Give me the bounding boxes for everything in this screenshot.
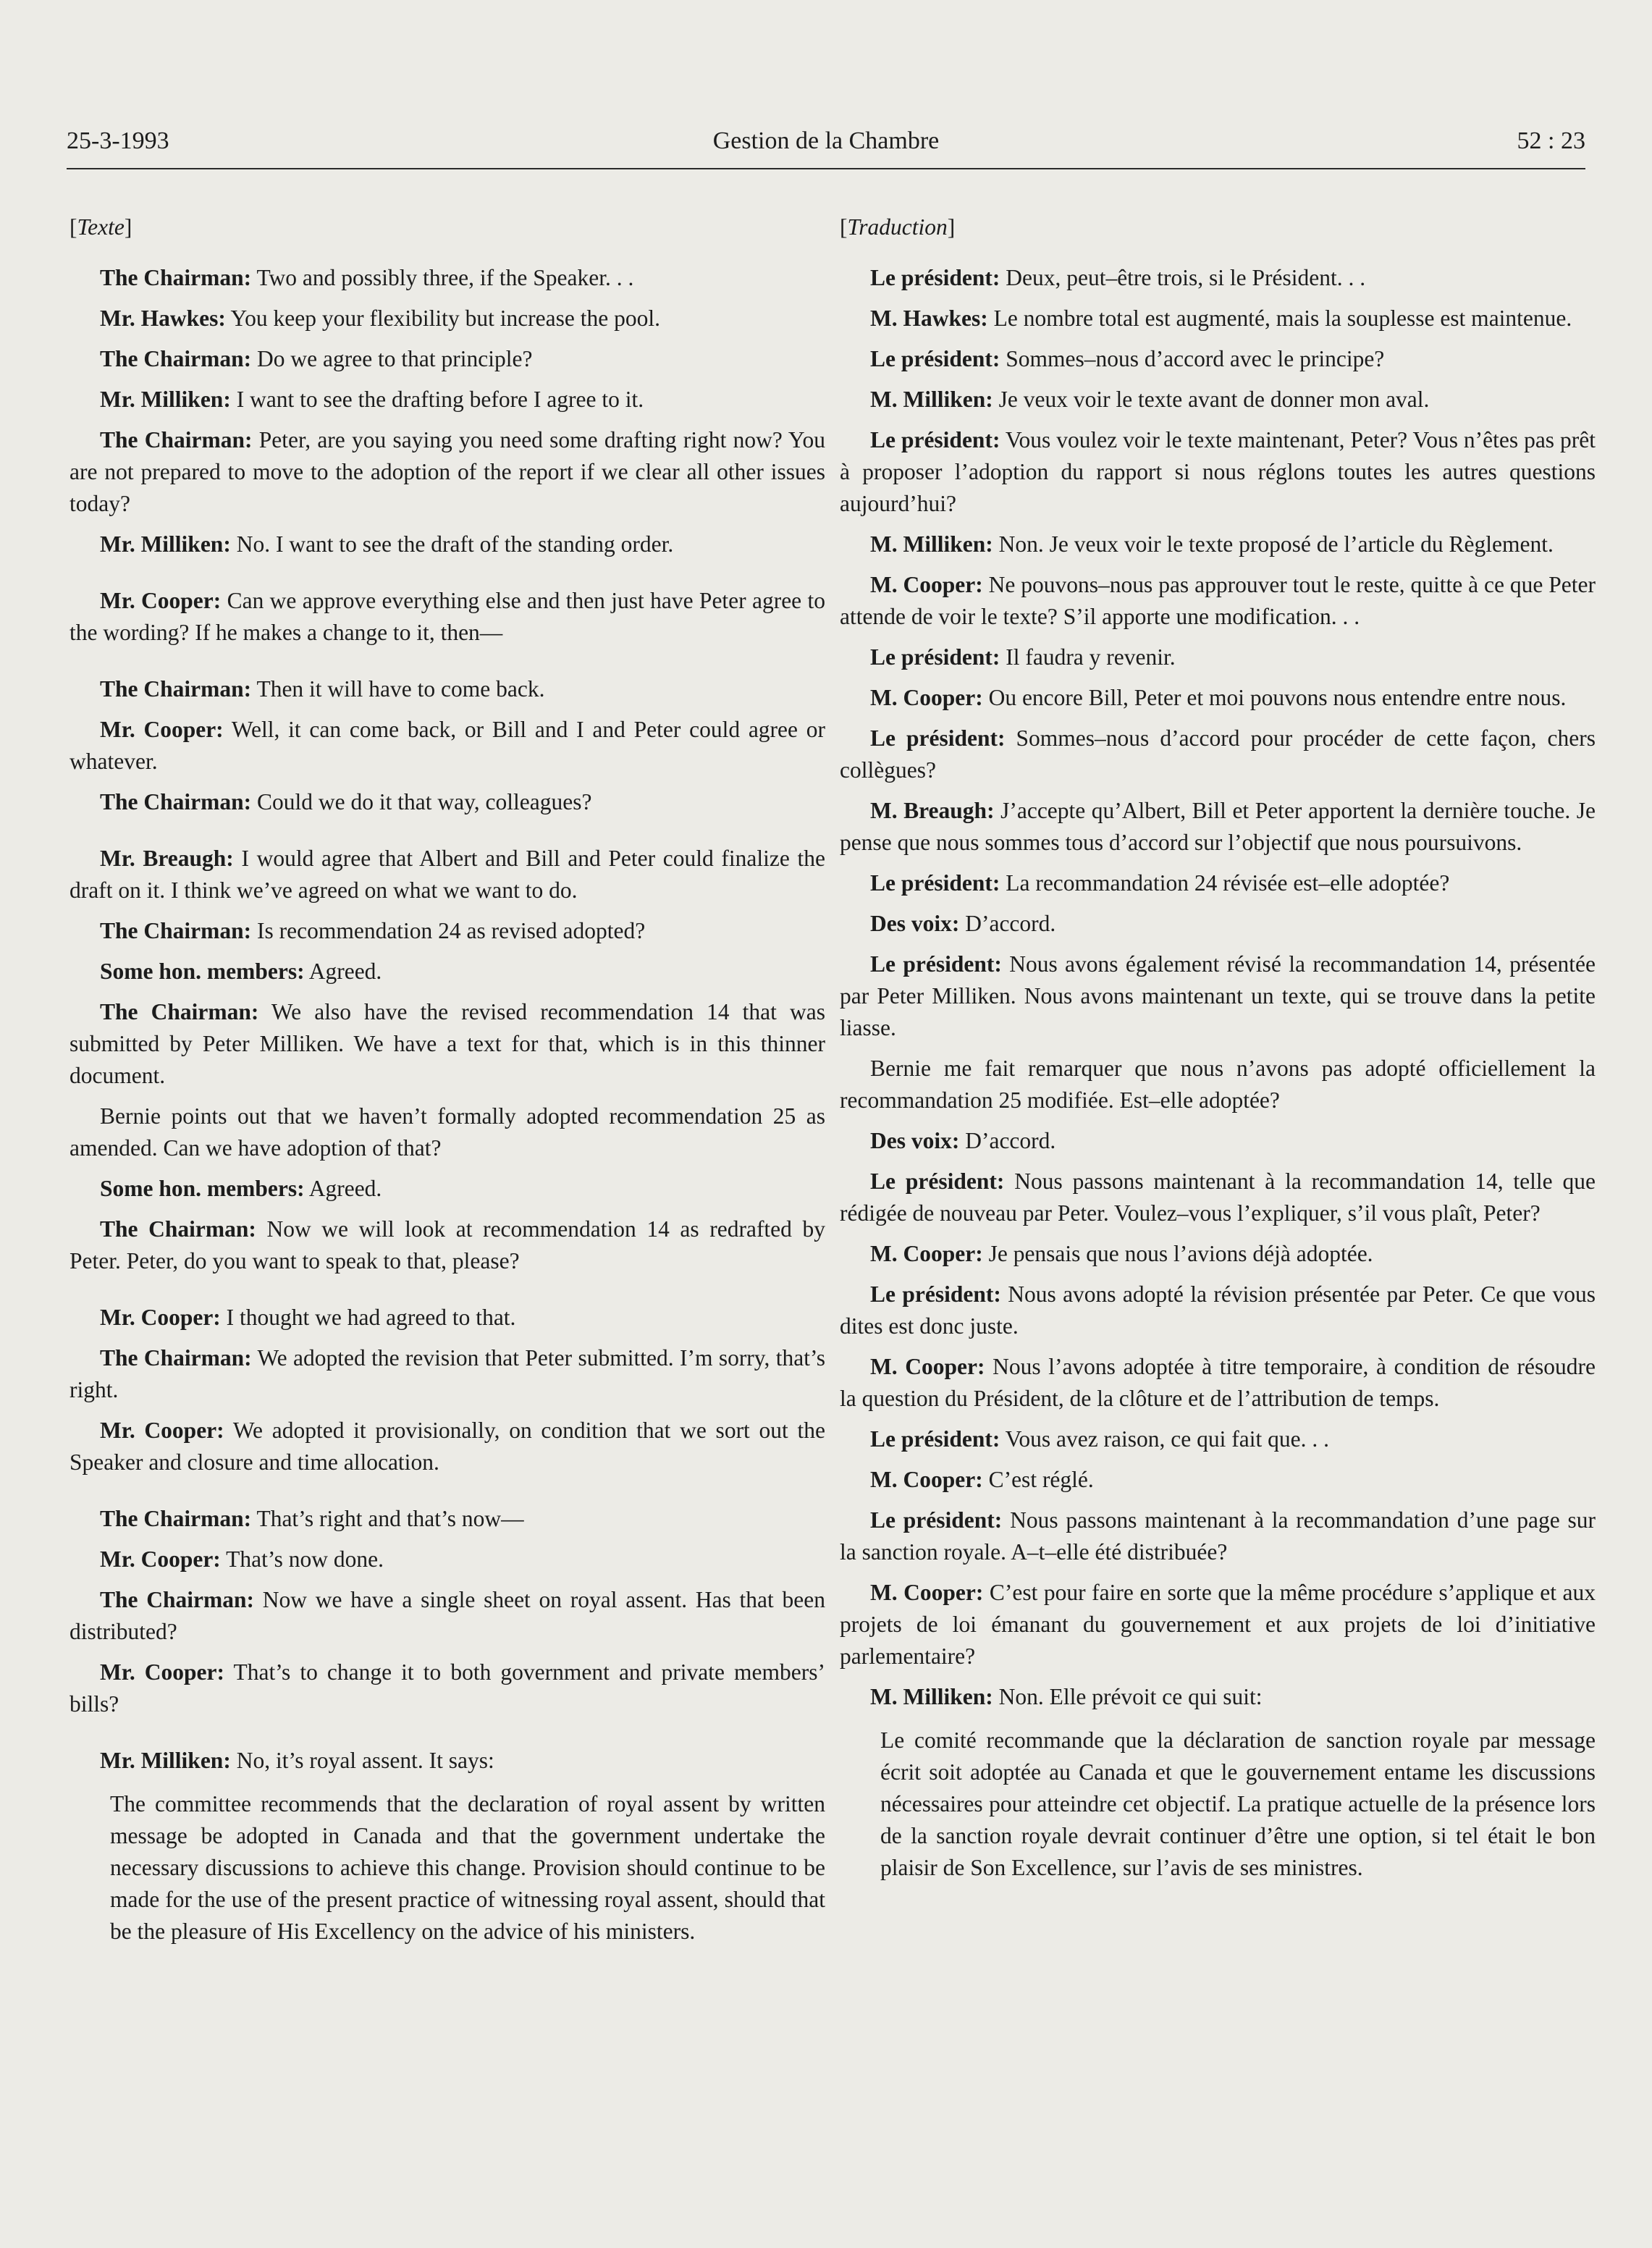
speech-text: J’accepte qu’Albert, Bill et Peter apportent la dernière touche. Je pense que nous sommes tous d’accord sur l’objectif que nous poursuivons.	[840, 798, 1596, 855]
transcript-entry	[840, 867, 1596, 899]
speech-text: Agreed.	[304, 959, 382, 984]
speech-text: We adopted the revision that Peter submitted. I’m sorry, that’s right.	[69, 1345, 825, 1402]
transcript-entry	[69, 424, 825, 520]
transcript-entry	[69, 1302, 825, 1334]
transcript-entry	[69, 1656, 825, 1720]
speaker-name: M. Cooper:	[870, 1467, 983, 1492]
transcript-entry	[840, 1351, 1596, 1415]
speaker-name: The Chairman:	[100, 1506, 252, 1531]
speaker-name: Le président:	[870, 870, 1000, 896]
speaker-name: Le président:	[870, 1507, 1003, 1533]
speaker-name: Mr. Milliken:	[100, 387, 231, 412]
speaker-name: Mr. Cooper:	[100, 1305, 221, 1330]
speech-text: You keep your flexibility but increase the pool.	[225, 306, 660, 331]
transcript-entry	[69, 843, 825, 906]
speaker-name: Le président:	[870, 725, 1006, 751]
speaker-name: Mr. Cooper:	[100, 1659, 224, 1685]
speech-text: No, it’s royal assent. It says:	[230, 1748, 494, 1773]
transcript-entry	[840, 529, 1596, 560]
transcript-entry	[840, 682, 1596, 714]
speech-text: C’est pour faire en sorte que la même procédure s’applique et aux projets de loi émanant du gouvernement et aux projets de loi d’initiative parlementaire?	[840, 1580, 1596, 1669]
speaker-name: The Chairman:	[100, 676, 252, 702]
speech-text: Deux, peut–être trois, si le Président. . .	[1000, 265, 1366, 290]
transcript-entry	[840, 1577, 1596, 1672]
transcript-entry	[69, 384, 825, 416]
transcript-entry	[69, 1745, 825, 1777]
speaker-name: Le président:	[870, 644, 1000, 670]
speech-text: Nous l’avons adoptée à titre temporaire, à condition de résoudre la question du Président, de la clôture et de l’attribution de temps.	[840, 1354, 1596, 1411]
speech-text: Is recommendation 24 as revised adopted?	[251, 918, 646, 943]
speaker-name: Des voix:	[870, 1128, 960, 1153]
speech-text: We adopted it provisionally, on condition that we sort out the Speaker and closure and time allocation.	[69, 1418, 826, 1475]
speech-text: Can we approve everything else and then just have Peter agree to the wording? If he makes a change to it, then—	[69, 588, 826, 645]
transcript-entry	[69, 1173, 825, 1205]
transcript-entry	[840, 384, 1596, 416]
speaker-name: Mr. Cooper:	[100, 717, 224, 742]
header-page-number: 52 : 23	[1517, 127, 1585, 154]
transcript-entry	[840, 343, 1596, 375]
speech-text: Nous passons maintenant à la recommandation d’une page sur la sanction royale. A–t–elle été distribuée?	[840, 1507, 1596, 1565]
transcript-entry	[840, 641, 1596, 673]
speaker-name: Le président:	[870, 1426, 1000, 1452]
speech-text: Well, it can come back, or Bill and I and Peter could agree or whatever.	[69, 717, 825, 774]
speaker-name: Some hon. members:	[100, 1176, 305, 1201]
transcript-entry	[69, 1415, 825, 1478]
transcript-entry	[840, 1125, 1596, 1157]
speech-text: C’est réglé.	[982, 1467, 1094, 1492]
transcript-entry	[840, 1279, 1596, 1342]
transcript-entry	[840, 1681, 1596, 1713]
transcript-entry	[840, 303, 1596, 334]
speech-text: Non. Je veux voir le texte proposé de l’article du Règlement.	[993, 531, 1554, 557]
speech-text: That’s now done.	[220, 1546, 384, 1572]
speaker-name: M. Milliken:	[870, 387, 993, 412]
quoted-recommendation: Le comité recommande que la déclaration de sanction royale par message écrit soit adoptée au Canada et que le gouvernement entame les discussions nécessaires pour atteindre cet objectif. La pratique actuelle de la présence lors de la sanction royale devrait continuer d’être une option, si tel était le bon plaisir de Son Excellence, sur l’avis de ses ministres.	[880, 1727, 1596, 1880]
transcript-entry	[69, 1503, 825, 1535]
transcript-entry	[69, 1342, 825, 1406]
speech-text: Do we agree to that principle?	[251, 346, 533, 371]
speech-text: I thought we had agreed to that.	[220, 1305, 516, 1330]
transcript-entry	[840, 795, 1596, 859]
transcript-entry	[69, 343, 825, 375]
transcript-entry	[69, 714, 825, 778]
speech-text: I want to see the drafting before I agree to it.	[230, 387, 644, 412]
transcript-entry	[69, 1584, 825, 1648]
speaker-name: Des voix:	[870, 911, 960, 936]
speech-text: Il faudra y revenir.	[1000, 644, 1176, 670]
speaker-name: Some hon. members:	[100, 959, 305, 984]
speech-text: Je veux voir le texte avant de donner mon aval.	[993, 387, 1430, 412]
speech-text: Then it will have to come back.	[251, 676, 545, 702]
speech-text: Le nombre total est augmenté, mais la souplesse est maintenue.	[987, 306, 1572, 331]
speech-text: Sommes–nous d’accord pour procéder de cette façon, chers collègues?	[840, 725, 1596, 783]
transcript-entry	[69, 786, 825, 818]
speech-text: Bernie me fait remarquer que nous n’avons pas adopté officiellement la recommandation 25 modifiée. Est–elle adoptée?	[840, 1056, 1596, 1113]
speaker-name: Mr. Milliken:	[100, 1748, 231, 1773]
transcript-entry	[840, 723, 1596, 786]
speaker-name: The Chairman:	[100, 1216, 256, 1242]
speaker-name: The Chairman:	[100, 789, 252, 814]
speaker-name: Le président:	[870, 1281, 1001, 1307]
quoted-recommendation: The committee recommends that the declaration of royal assent by written message be adopted in Canada and that the government undertake the necessary discussions to achieve this change. Provision should continue to be made for the use of the present practice of witnessing royal assent, should that be the pleasure of His Excellency on the advice of his ministers.	[110, 1791, 825, 1944]
transcript-entry	[840, 1464, 1596, 1496]
speech-text: Non. Elle prévoit ce qui suit:	[993, 1684, 1263, 1709]
header-date: 25-3-1993	[67, 127, 169, 154]
french-column	[840, 211, 1596, 1884]
speaker-name: Mr. Cooper:	[100, 588, 222, 613]
transcript-entry	[840, 908, 1596, 940]
english-column	[69, 211, 825, 1948]
speaker-name: The Chairman:	[100, 918, 252, 943]
speaker-name: The Chairman:	[100, 1587, 254, 1612]
speech-text: I would agree that Albert and Bill and Peter could finalize the draft on it. I think we’ve agreed on what we want to do.	[69, 846, 825, 903]
speech-text: Vous voulez voir le texte maintenant, Peter? Vous n’êtes pas prêt à proposer l’adoption du rapport si nous réglons toutes les autres questions aujourd’hui?	[840, 427, 1596, 516]
speech-text: Je pensais que nous l’avions déjà adoptée.	[982, 1241, 1373, 1266]
transcript-entry	[840, 948, 1596, 1044]
speaker-name: The Chairman:	[100, 1345, 252, 1371]
speech-text: La recommandation 24 révisée est–elle adoptée?	[1000, 870, 1450, 896]
transcript-entry	[69, 915, 825, 947]
speaker-name: Mr. Breaugh:	[100, 846, 234, 871]
transcript-entry	[69, 1100, 825, 1164]
speech-text: Nous avons adopté la révision présentée par Peter. Ce que vous dites est donc juste.	[840, 1281, 1596, 1339]
speaker-name: M. Milliken:	[870, 531, 993, 557]
speaker-name: M. Cooper:	[870, 1580, 984, 1605]
speaker-name: Le président:	[870, 1169, 1005, 1194]
speaker-name: Mr. Hawkes:	[100, 306, 226, 331]
header-rule	[67, 168, 1585, 169]
speaker-name: Le président:	[870, 427, 1000, 452]
transcript-entry	[69, 673, 825, 705]
speaker-name: Mr. Milliken:	[100, 531, 231, 557]
speaker-name: Le président:	[870, 346, 1000, 371]
speaker-name: M. Cooper:	[870, 1241, 983, 1266]
transcript-entry	[69, 585, 825, 649]
page-header	[67, 127, 1585, 165]
speaker-name: M. Cooper:	[870, 685, 983, 710]
transcript-entry	[840, 1504, 1596, 1568]
speech-text: No. I want to see the draft of the standing order.	[230, 531, 674, 557]
speech-text: Ne pouvons–nous pas approuver tout le reste, quitte à ce que Peter attende de voir le texte? S’il apporte une modification. . .	[840, 572, 1596, 629]
transcript-entry	[840, 424, 1596, 520]
speech-text: We also have the revised recommendation 14 that was submitted by Peter Milliken. We have a text for that, which is in this thinner document.	[69, 999, 825, 1088]
transcript-entry	[840, 262, 1596, 294]
speaker-name: Mr. Cooper:	[100, 1546, 221, 1572]
transcript-entry	[69, 303, 825, 334]
speech-text: Now we will look at recommendation 14 as redrafted by Peter. Peter, do you want to speak to that, please?	[69, 1216, 826, 1274]
speaker-name: M. Hawkes:	[870, 306, 988, 331]
speech-text: Ou encore Bill, Peter et moi pouvons nous entendre entre nous.	[982, 685, 1567, 710]
transcript-entry	[840, 1423, 1596, 1455]
language-tag-traduction: [Traduction]	[840, 214, 956, 240]
speech-text: Agreed.	[304, 1176, 382, 1201]
transcript-entry	[69, 1544, 825, 1575]
transcript-entry	[69, 529, 825, 560]
transcript-entry	[69, 996, 825, 1092]
speech-text: Could we do it that way, colleagues?	[251, 789, 592, 814]
transcript-entry	[69, 956, 825, 988]
speaker-name: M. Cooper:	[870, 1354, 985, 1379]
speaker-name: The Chairman:	[100, 427, 253, 452]
speaker-name: Le président:	[870, 951, 1002, 977]
speaker-name: The Chairman:	[100, 265, 252, 290]
language-tag-texte: [Texte]	[69, 214, 132, 240]
speaker-name: The Chairman:	[100, 999, 259, 1024]
speech-text: Vous avez raison, ce qui fait que. . .	[1000, 1426, 1329, 1452]
speech-text: Nous avons également révisé la recommandation 14, présentée par Peter Milliken. Nous avons maintenant un texte, qui se trouve dans la petite liasse.	[840, 951, 1596, 1040]
speaker-name: M. Breaugh:	[870, 798, 995, 823]
speech-text: Nous passons maintenant à la recommandation 14, telle que rédigée de nouveau par Peter. Voulez–vous l’expliquer, s’il vous plaît, Peter?	[840, 1169, 1596, 1226]
speech-text: D’accord.	[959, 1128, 1056, 1153]
speaker-name: Mr. Cooper:	[100, 1418, 224, 1443]
speech-text: Bernie points out that we haven’t formally adopted recommendation 25 as amended. Can we have adoption of that?	[69, 1103, 825, 1161]
transcript-entry	[840, 1238, 1596, 1270]
speech-text: That’s to change it to both government and private members’ bills?	[69, 1659, 825, 1717]
transcript-entry	[840, 569, 1596, 633]
speaker-name: M. Cooper:	[870, 572, 983, 597]
header-title: Gestion de la Chambre	[712, 127, 940, 154]
speech-text: Peter, are you saying you need some drafting right now? You are not prepared to move to the adoption of the report if we clear all other issues today?	[69, 427, 825, 516]
transcript-entry	[69, 262, 825, 294]
transcript-entry	[840, 1166, 1596, 1229]
speech-text: Now we have a single sheet on royal assent. Has that been distributed?	[69, 1587, 825, 1644]
speaker-name: The Chairman:	[100, 346, 252, 371]
speech-text: Sommes–nous d’accord avec le principe?	[1000, 346, 1385, 371]
speech-text: That’s right and that’s now—	[251, 1506, 524, 1531]
speaker-name: M. Milliken:	[870, 1684, 993, 1709]
speech-text: D’accord.	[959, 911, 1056, 936]
speech-text: Two and possibly three, if the Speaker. . .	[251, 265, 634, 290]
transcript-entry	[840, 1053, 1596, 1116]
transcript-entry	[69, 1213, 825, 1277]
speaker-name: Le président:	[870, 265, 1000, 290]
